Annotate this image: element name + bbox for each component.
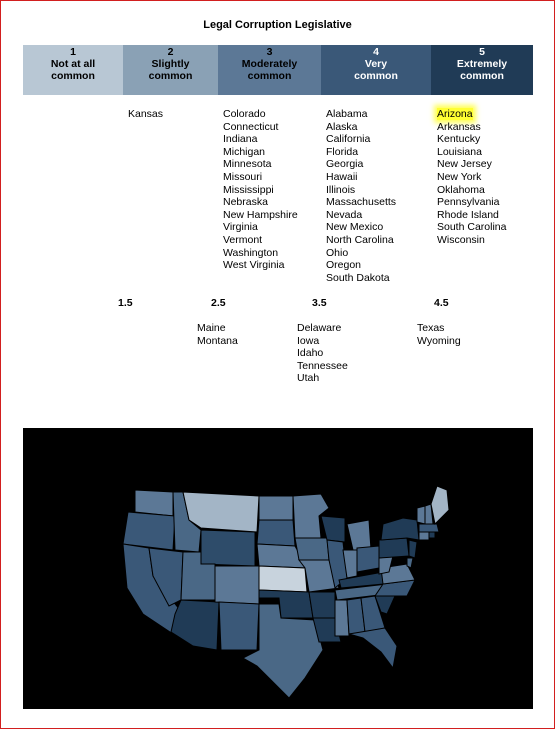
state-item: South Dakota <box>326 271 390 284</box>
map-state-nd <box>259 496 293 520</box>
map-state-ny <box>381 518 419 540</box>
state-item: Nebraska <box>223 196 268 209</box>
scale-line2: common <box>460 70 504 82</box>
list-half-3-5 <box>297 322 348 385</box>
state-item: Tennessee <box>297 359 348 372</box>
state-item: Alabama <box>326 108 368 120</box>
state-item: West Virginia <box>223 259 285 272</box>
us-map-svg <box>23 428 533 709</box>
list-slightly <box>128 108 163 121</box>
state-item: Minnesota <box>223 158 272 171</box>
state-item: Kansas <box>128 108 164 120</box>
state-item: Missouri <box>223 170 263 183</box>
scale-cell-4 <box>321 45 431 95</box>
scale-line1: Extremely <box>456 58 508 70</box>
map-state-ma <box>419 524 439 532</box>
half-label-4-5: 4.5 <box>434 297 449 309</box>
state-item: New Jersey <box>437 158 492 171</box>
state-item: Wyoming <box>417 334 461 347</box>
state-item: Georgia <box>326 158 364 171</box>
scale-number: 1 <box>70 46 76 58</box>
state-item: Wisconsin <box>437 233 485 246</box>
state-item: New York <box>437 170 482 183</box>
half-label-1-5: 1.5 <box>118 297 133 309</box>
scale-line2: common <box>148 70 193 82</box>
state-item: Florida <box>326 145 359 158</box>
list-very <box>326 108 396 284</box>
state-item: Indiana <box>223 133 258 146</box>
map-state-de <box>407 558 413 568</box>
map-state-az <box>171 600 219 650</box>
scale-line1: Moderately <box>241 58 298 70</box>
scale-number: 3 <box>266 46 273 58</box>
state-item: Pennsylvania <box>437 196 500 209</box>
map-state-nj <box>409 540 417 558</box>
map-state-mi <box>347 520 371 550</box>
map-state-sd <box>257 520 295 546</box>
map-state-wa <box>135 490 173 516</box>
map-state-oh <box>357 546 379 572</box>
list-half-4-5 <box>417 322 461 347</box>
state-item: Delaware <box>297 322 342 334</box>
map-state-ia <box>295 538 329 560</box>
map-state-wy <box>201 530 255 566</box>
scale-line2: common <box>247 70 292 82</box>
map-state-ri <box>429 532 435 538</box>
scale-cell-2 <box>123 45 218 95</box>
state-item: Washington <box>223 246 279 259</box>
state-item: Alaska <box>326 120 358 133</box>
state-item: Massachusetts <box>326 196 397 209</box>
state-item: Michigan <box>223 145 266 158</box>
page-title: Legal Corruption Legislative <box>203 19 352 31</box>
map-state-fl <box>349 628 397 668</box>
list-moderately <box>223 108 298 272</box>
scale-line2: common <box>354 70 398 82</box>
state-item: Oregon <box>326 259 362 272</box>
state-item: Mississippi <box>223 183 274 196</box>
state-item: New Hampshire <box>223 208 298 221</box>
scale-number: 2 <box>167 46 174 58</box>
half-label-2-5: 2.5 <box>211 297 226 309</box>
state-item: Texas <box>417 322 445 334</box>
state-item: California <box>326 133 371 146</box>
state-item: Iowa <box>297 334 320 347</box>
map-state-vt <box>417 506 425 524</box>
state-item: Arkansas <box>437 120 481 133</box>
scale-line1: Very <box>364 58 388 70</box>
state-item: Rhode Island <box>437 208 499 221</box>
rating-scale <box>23 45 533 95</box>
state-item: Illinois <box>326 183 356 196</box>
map-state-me <box>431 486 449 524</box>
scale-number: 4 <box>373 46 379 58</box>
scale-cell-3 <box>218 45 321 95</box>
half-label-3-5: 3.5 <box>312 297 327 309</box>
state-item: Maine <box>197 322 226 334</box>
map-state-ks <box>259 566 307 592</box>
state-item: Nevada <box>326 208 363 221</box>
map-state-or <box>123 512 175 550</box>
list-extremely <box>437 108 506 247</box>
state-item: Kentucky <box>437 133 481 146</box>
map-state-nm <box>219 602 259 650</box>
scale-line1: Not at all <box>50 58 96 70</box>
scale-cell-5 <box>431 45 533 95</box>
state-item: Hawaii <box>326 170 358 183</box>
map-state-ct <box>419 532 429 540</box>
scale-line2: common <box>51 70 95 82</box>
map-state-pa <box>379 538 409 558</box>
scale-number: 5 <box>479 46 485 58</box>
map-state-ar <box>309 592 335 618</box>
us-choropleth-map <box>23 428 533 709</box>
state-item: South Carolina <box>437 221 507 234</box>
state-item: Ohio <box>326 246 349 259</box>
state-item: New Mexico <box>326 221 384 234</box>
state-item: Louisiana <box>437 145 482 158</box>
state-item: Vermont <box>223 233 263 246</box>
scale-cell-1 <box>23 45 123 95</box>
state-item: Idaho <box>297 347 324 360</box>
state-item: Utah <box>297 372 320 385</box>
list-half-2-5 <box>197 322 238 347</box>
state-item: Arizona <box>437 108 473 120</box>
state-item: Oklahoma <box>437 183 485 196</box>
state-item: Montana <box>197 334 238 347</box>
state-item: Connecticut <box>223 120 279 133</box>
scale-line1: Slightly <box>151 58 190 70</box>
state-item: North Carolina <box>326 233 394 246</box>
state-item: Colorado <box>223 108 266 120</box>
state-item: Virginia <box>223 221 258 234</box>
map-state-co <box>215 566 259 604</box>
